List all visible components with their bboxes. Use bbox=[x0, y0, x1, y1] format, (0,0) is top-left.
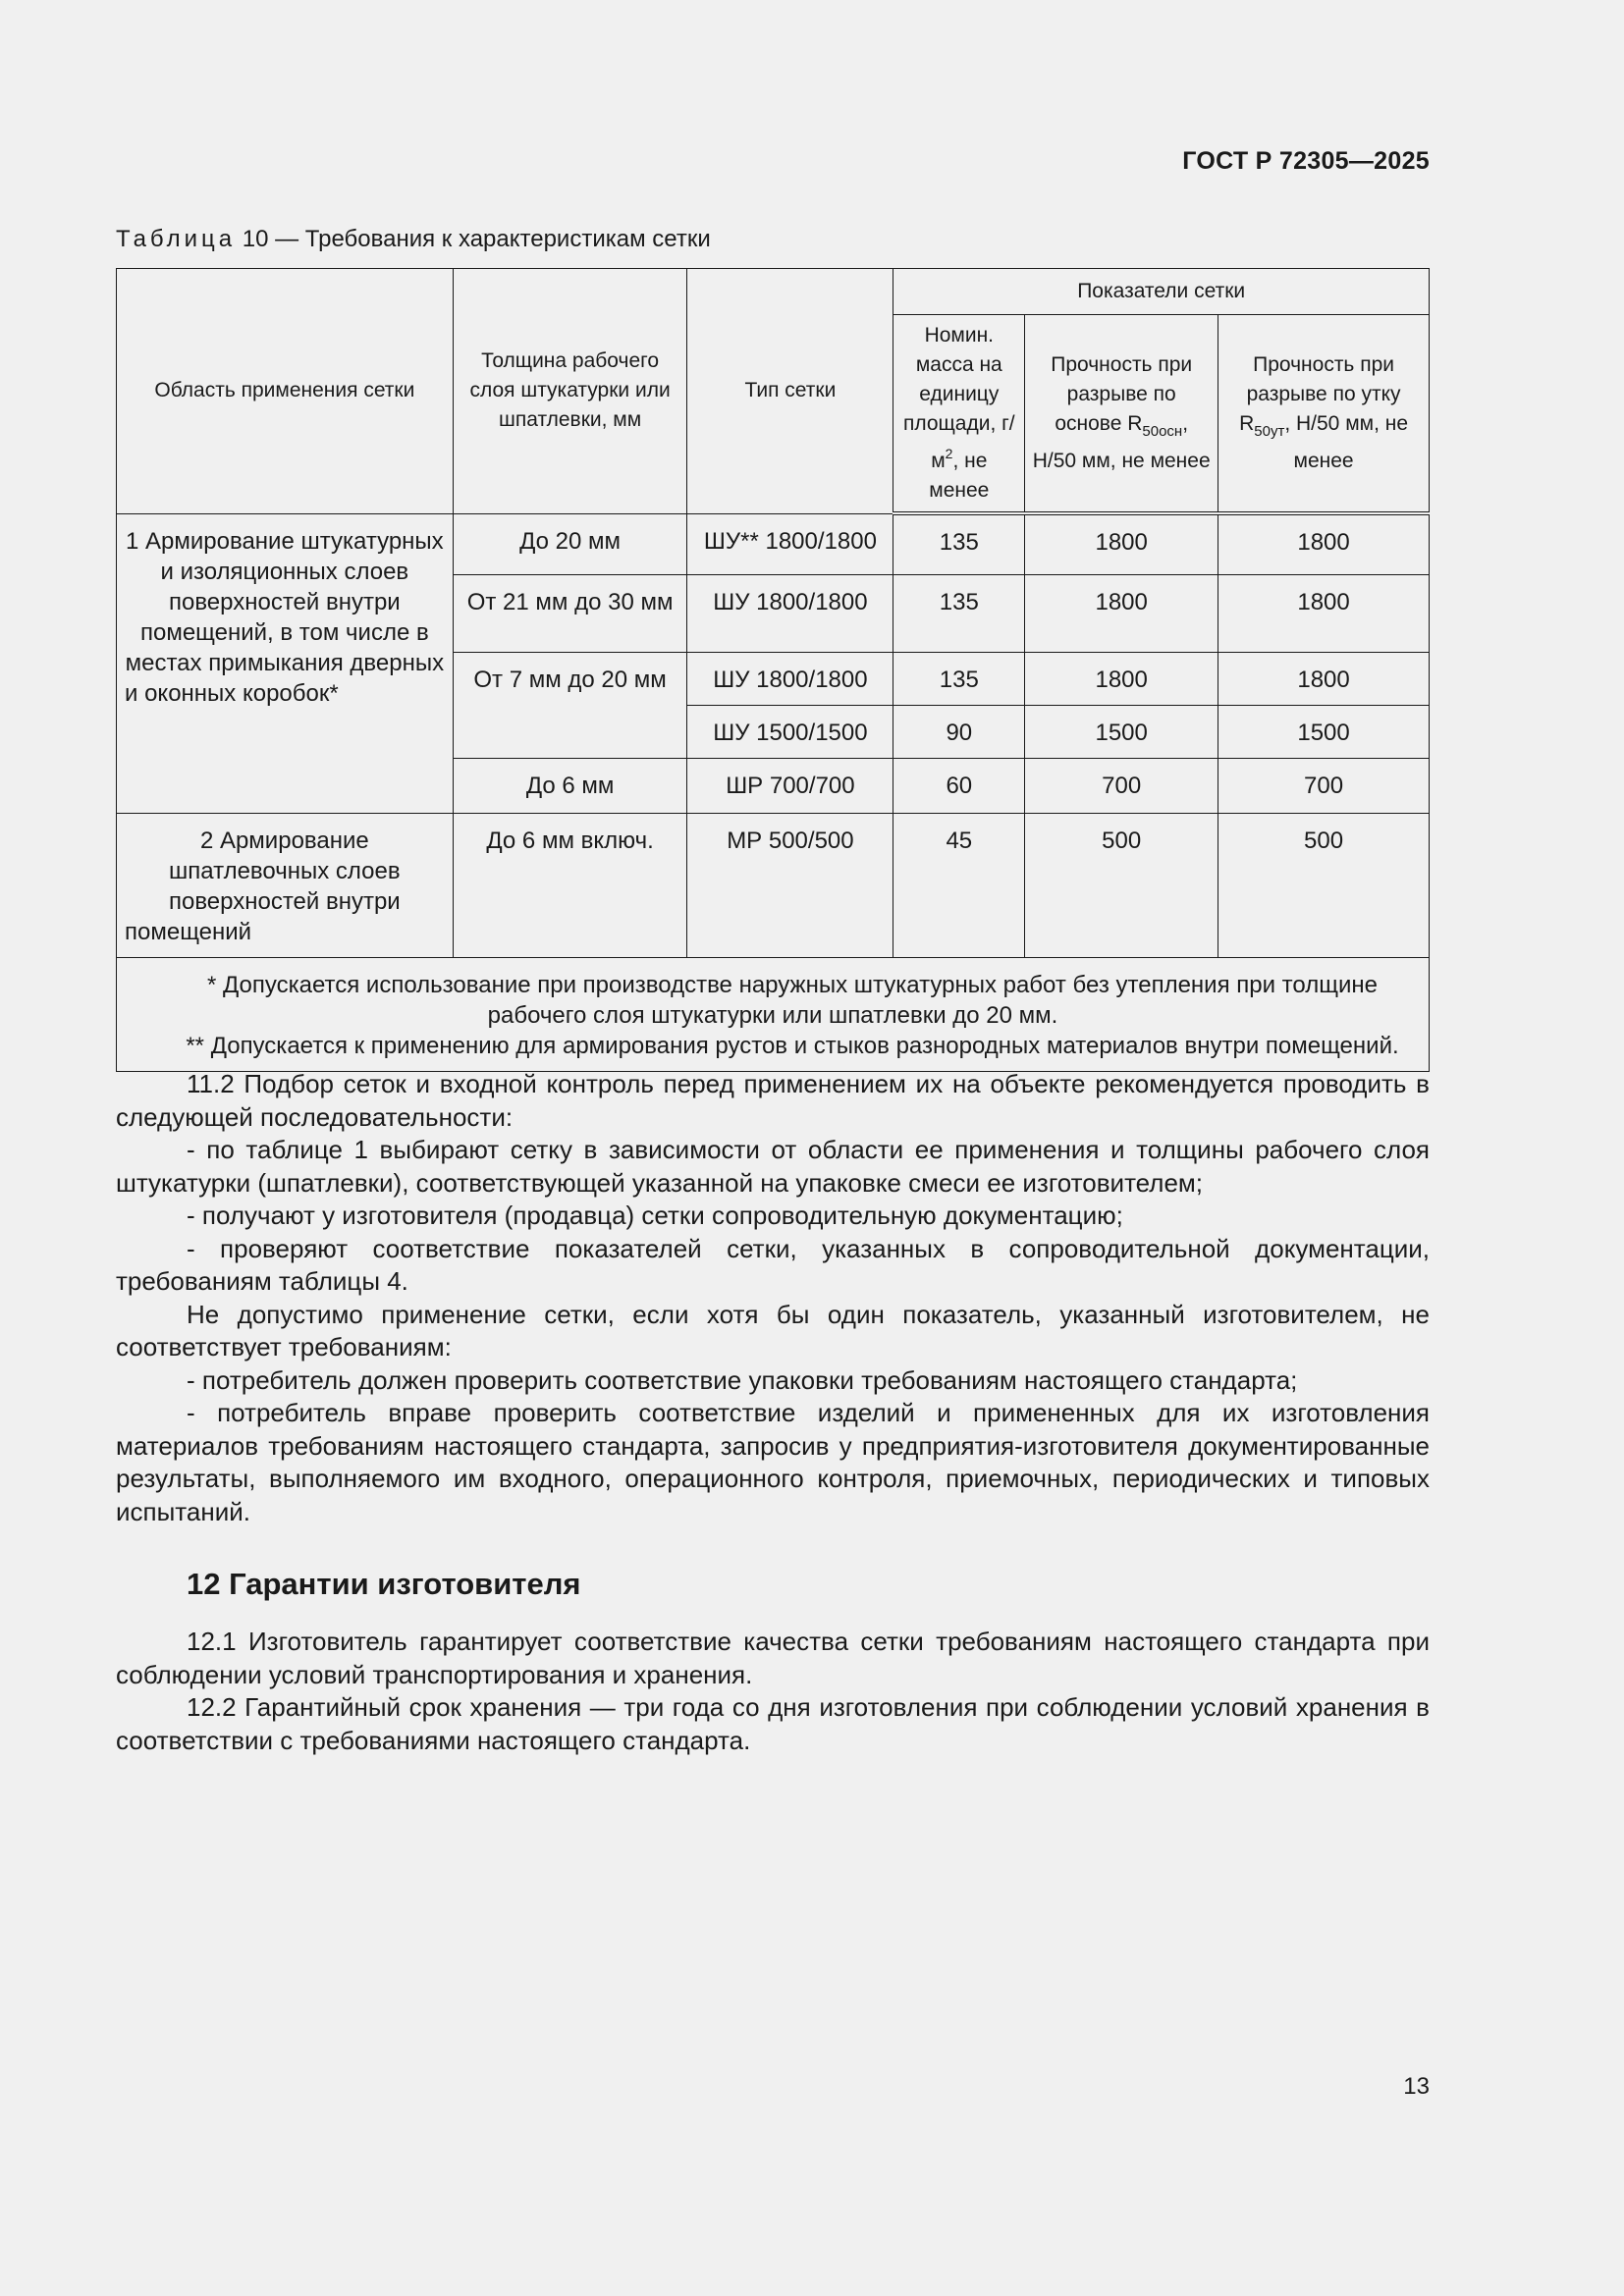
header-weft bbox=[1218, 315, 1430, 514]
weft-cell: 1800 bbox=[1218, 652, 1430, 705]
list-item: - по таблице 1 выбирают сетку в зависимости от области ее применения и толщины рабочего слоя штукатурки (шпатлевки), соответствующей указанной на упаковке смеси ее изготовителем; bbox=[116, 1135, 1430, 1198]
type-cell: ШУ 1500/1500 bbox=[687, 705, 893, 758]
paragraph: 12.1 Изготовитель гарантирует соответствие качества сетки требованиям настоящего стандарта при соблюдении условий транспортирования и хранения. bbox=[116, 1627, 1430, 1689]
table-notes-row bbox=[117, 957, 1430, 1071]
requirements-table bbox=[116, 268, 1430, 1072]
header-warp-text: Прочность при разрыве по основе R bbox=[1051, 353, 1193, 435]
table-note: * Допускается использование при производстве наружных штукатурных работ без утепления при толщине рабочего слоя штукатурки или шпатлевки до 20 мм. bbox=[207, 971, 1378, 1029]
warp-cell: 1500 bbox=[1025, 705, 1218, 758]
area-cell-1: 1 Армирование штукатурных и изоляционных слоев поверхностей внутри помещений, в том числе в местах примыкания дверных и оконных коробок* bbox=[117, 513, 454, 813]
warp-cell: 500 bbox=[1025, 813, 1218, 957]
warp-cell: 1800 bbox=[1025, 513, 1218, 574]
thickness-cell: От 21 мм до 30 мм bbox=[453, 574, 687, 652]
mass-cell: 135 bbox=[893, 574, 1025, 652]
paragraph: 12.2 Гарантийный срок хранения — три года со дня изготовления при соблюдении условий хранения в соответствии с требованиями настоящего стандарта. bbox=[116, 1692, 1430, 1755]
area-cell-2: 2 Армирование шпатлевочных слоев поверхностей внутри помещений bbox=[117, 813, 454, 957]
header-warp bbox=[1025, 315, 1218, 514]
header-mass-sup: 2 bbox=[945, 446, 953, 461]
mass-cell: 90 bbox=[893, 705, 1025, 758]
table-row bbox=[117, 513, 1430, 574]
warp-cell: 1800 bbox=[1025, 574, 1218, 652]
warp-cell: 700 bbox=[1025, 758, 1218, 813]
header-type: Тип сетки bbox=[687, 269, 893, 514]
header-weft-text: Прочность при разрыве по утку R bbox=[1239, 353, 1401, 435]
weft-cell: 1500 bbox=[1218, 705, 1430, 758]
paragraph: 11.2 Подбор сеток и входной контроль перед применением их на объекте рекомендуется проводить в следующей последовательности: bbox=[116, 1069, 1430, 1132]
section-12-text bbox=[116, 1626, 1430, 1757]
mass-cell: 45 bbox=[893, 813, 1025, 957]
list-item: - проверяют соответствие показателей сетки, указанных в сопроводительной документации, требованиям таблицы 4. bbox=[116, 1233, 1430, 1296]
header-weft-sub: 50ут bbox=[1254, 423, 1285, 440]
mass-cell: 60 bbox=[893, 758, 1025, 813]
header-group: Показатели сетки bbox=[893, 269, 1430, 315]
table-notes bbox=[117, 957, 1430, 1071]
list-item: - получают у изготовителя (продавца) сетки сопроводительную документацию; bbox=[187, 1201, 1123, 1230]
header-mass-text: Номин. масса на единицу площади, г/м bbox=[902, 324, 1015, 472]
mass-cell: 135 bbox=[893, 513, 1025, 574]
table-caption-word: Таблица bbox=[116, 226, 237, 252]
document-id: ГОСТ Р 72305—2025 bbox=[1182, 147, 1430, 175]
warp-cell: 1800 bbox=[1025, 652, 1218, 705]
table-note: ** Допускается к применению для армирования рустов и стыков разнородных материалов внутри помещений. bbox=[186, 1032, 1399, 1059]
header-thickness: Толщина рабочего слоя штукатурки или шпатлевки, мм bbox=[453, 269, 687, 514]
weft-cell: 1800 bbox=[1218, 574, 1430, 652]
weft-cell: 1800 bbox=[1218, 513, 1430, 574]
type-cell: ШУ 1800/1800 bbox=[687, 574, 893, 652]
header-warp-sub: 50осн bbox=[1142, 423, 1183, 440]
mass-cell: 135 bbox=[893, 652, 1025, 705]
table-caption bbox=[116, 226, 711, 253]
header-warp-text-b: , Н/50 мм, не менее bbox=[1032, 412, 1211, 472]
type-cell: ШР 700/700 bbox=[687, 758, 893, 813]
header-mass bbox=[893, 315, 1025, 514]
section-11-text bbox=[116, 1068, 1430, 1528]
type-cell: МР 500/500 bbox=[687, 813, 893, 957]
paragraph: Не допустимо применение сетки, если хотя бы один показатель, указанный изготовителем, не соответствует требованиям: bbox=[116, 1299, 1430, 1362]
table-caption-title: 10 — Требования к характеристикам сетки bbox=[236, 226, 711, 252]
weft-cell: 700 bbox=[1218, 758, 1430, 813]
thickness-cell: От 7 мм до 20 мм bbox=[453, 652, 687, 758]
thickness-cell: До 6 мм включ. bbox=[453, 813, 687, 957]
header-weft-text-b: , Н/50 мм, не менее bbox=[1284, 412, 1409, 472]
list-item: - потребитель вправе проверить соответствие изделий и примененных для их изготовления материалов требованиям настоящего стандарта, запросив у предприятия-изготовителя документированные результаты, выполняемого им входного, операционного контроля, приемочных, периодических и типовых испытаний. bbox=[116, 1398, 1430, 1526]
type-cell: ШУ 1800/1800 bbox=[687, 652, 893, 705]
section-12-title: 12 Гарантии изготовителя bbox=[187, 1567, 581, 1601]
page-number: 13 bbox=[1403, 2073, 1430, 2100]
thickness-cell: До 20 мм bbox=[453, 513, 687, 574]
list-item: - потребитель должен проверить соответствие упаковки требованиям настоящего стандарта; bbox=[187, 1364, 1298, 1395]
header-mass-text-b: , не менее bbox=[929, 450, 990, 502]
header-area: Область применения сетки bbox=[117, 269, 454, 514]
thickness-cell: До 6 мм bbox=[453, 758, 687, 813]
weft-cell: 500 bbox=[1218, 813, 1430, 957]
table-row bbox=[117, 813, 1430, 957]
type-cell: ШУ** 1800/1800 bbox=[687, 513, 893, 574]
